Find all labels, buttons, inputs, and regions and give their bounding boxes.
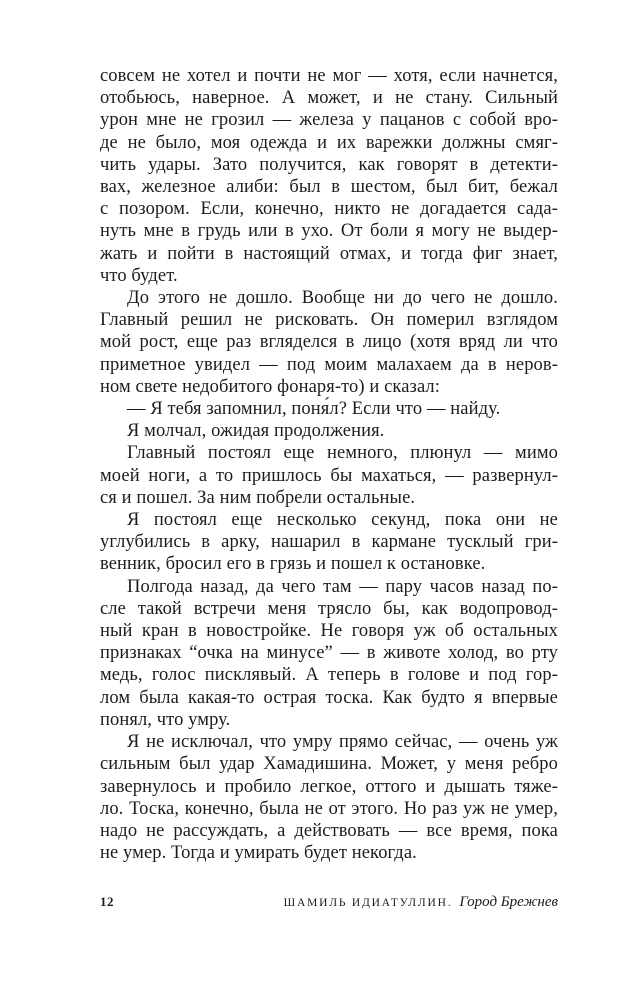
text-line: Главный решил не рисковать. Он померил взглядом [100, 310, 558, 331]
text-line: Главный постоял еще немного, плюнул — мимо [127, 443, 558, 464]
text-line: урон мне не грозил — железа у пацанов с собой вро- [100, 110, 558, 131]
text-line: чить удары. Зато получится, как говорят в детекти- [100, 154, 558, 175]
paragraph [100, 398, 558, 420]
page-footer [100, 893, 558, 911]
text-line: сильным был удар Хамадишина. Может, у меня ребро [100, 754, 558, 775]
text-line: с позором. Если, конечно, никто не догадается сада- [100, 199, 558, 220]
text-line: не умер. Тогда и умирать будет некогда. [100, 843, 417, 864]
text-line: ся и пошел. За ним побрели остальные. [100, 487, 416, 508]
text-line: признаках “очка на минусе” — в животе холод, во рту [100, 643, 558, 664]
page-text [100, 65, 558, 864]
text-line: жать и пойти в настоящий отмах, и тогда фиг знает, [100, 243, 558, 264]
text-line: лом была какая-то острая тоска. Как будто я впервые [100, 687, 558, 708]
text-line: венник, бросил его в грязь и пошел к остановке. [100, 554, 486, 575]
paragraph [100, 731, 558, 864]
footer-book-title: Город Брежнев [459, 894, 558, 910]
paragraph [100, 65, 558, 287]
text-line: что будет. [100, 265, 178, 286]
paragraph [100, 509, 558, 576]
text-line: Я постоял еще несколько секунд, пока они не [127, 510, 558, 531]
text-line: До этого не дошло. Вообще ни до чего не дошло. [127, 288, 558, 309]
text-line: — Я тебя запомнил, поня́л? Если что — найду. [127, 399, 501, 420]
running-title [284, 893, 558, 911]
paragraph [100, 420, 558, 442]
text-line: моей ноги, а то пришлось бы махаться, — развернул- [100, 465, 558, 486]
text-line: нуть мне в грудь или в ухо. От боли я могу не выдер- [100, 221, 558, 242]
text-line: ном свете недобитого фонаря-то) и сказал: [100, 376, 440, 397]
text-line: приметное увидел — под моим малахаем да в неров- [100, 354, 558, 375]
text-line: отобьюсь, наверное. А может, и не стану. Сильный [100, 88, 558, 109]
text-line: совсем не хотел и почти не мог — хотя, если начнется, [100, 66, 558, 86]
text-line: ло. Тоска, конечно, была не от этого. Но раз уж не умер, [100, 798, 558, 819]
text-line: углубились в арку, нашарил в кармане тусклый гри- [100, 532, 558, 553]
text-line: Полгода назад, да чего там — пару часов назад по- [127, 576, 558, 597]
paragraph [100, 576, 558, 731]
text-line: де не было, моя одежда и их варежки должны смяг- [100, 132, 558, 153]
text-line: медь, голос писклявый. А теперь в голове и под гор- [100, 665, 558, 686]
page-number: 12 [100, 894, 114, 909]
text-line: Я не исключал, что умру прямо сейчас, — очень уж [127, 732, 558, 753]
footer-author: ШАМИЛЬ ИДИАТУЛЛИН. [283, 897, 453, 909]
paragraph [100, 442, 558, 509]
text-line: ный кран в новостройке. Не говоря уж об остальных [100, 621, 558, 642]
text-line: Я молчал, ожидая продолжения. [127, 421, 385, 442]
text-line: сле такой встречи меня трясло бы, как водопровод- [100, 598, 558, 619]
text-line: завернулось и пробило легкое, оттого и дышать тяже- [100, 776, 558, 797]
text-line: понял, что умру. [100, 709, 231, 730]
text-line: мой рост, еще раз вгляделся в лицо (хотя вряд ли что [100, 332, 558, 353]
paragraph [100, 287, 558, 398]
text-line: вах, железное алиби: был в шестом, был бит, бежал [100, 177, 558, 198]
text-line: надо не рассуждать, а действовать — все время, пока [100, 820, 558, 841]
